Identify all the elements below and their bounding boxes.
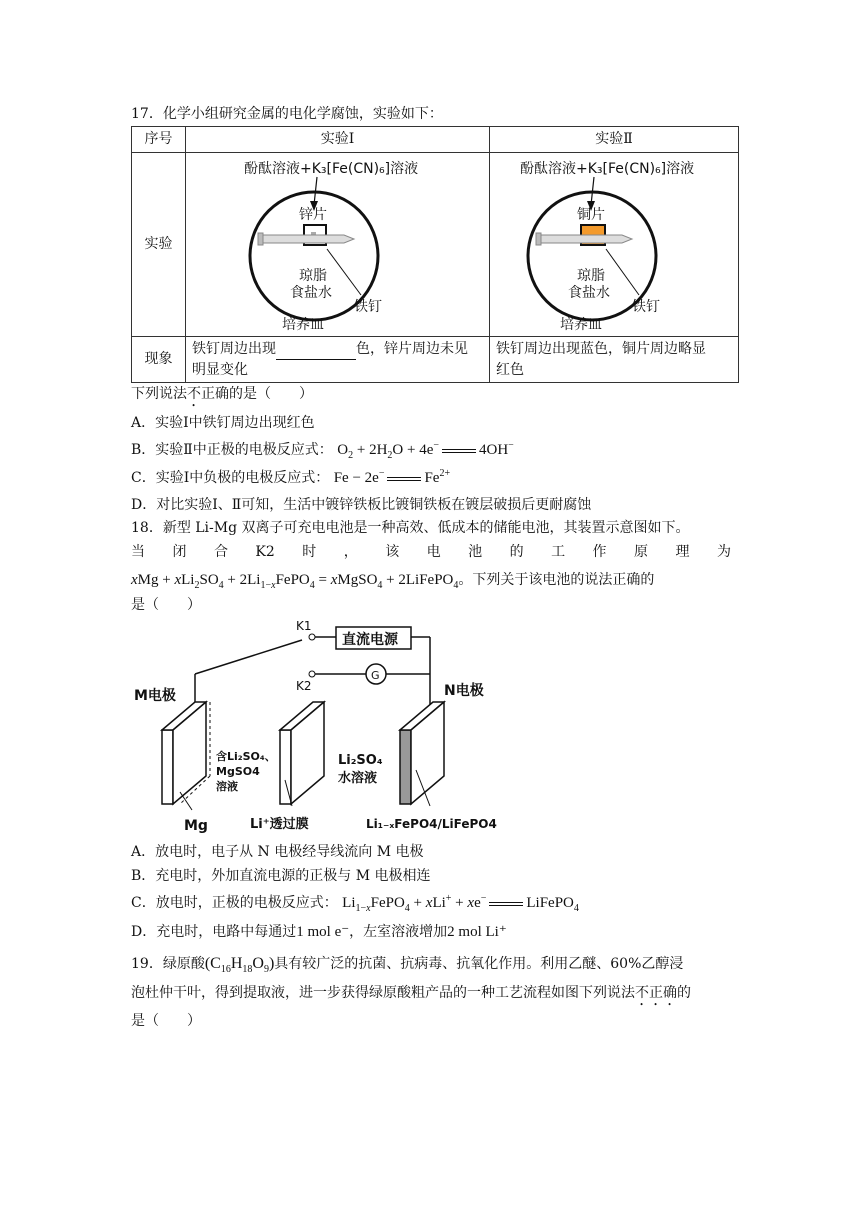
n-electrode-label: N电极 — [444, 683, 484, 699]
membrane-label: Li⁺透过膜 — [250, 817, 309, 832]
q19-line2: 泡杜仲干叶，得到提取液，进一步获得绿原酸粗产品的一种工艺流程如图下列说法不正确的 — [131, 985, 691, 1001]
exp2-top-label: 酚酞溶液+K₃[Fe(CN)₆]溶液 — [520, 161, 695, 177]
row-label-phenomenon: 现象 — [132, 337, 186, 383]
k2-contact — [309, 671, 315, 677]
power-label: 直流电源 — [342, 632, 398, 648]
q18-line3: xMg + $xLi_2SO_4$ + $2Li_{1-x}FePO_4$ = xMgSO$_4$ + 2LiFePO$_4$。下列关于该电池的说法正确的 — [131, 572, 655, 591]
q19-line3: 是（ ） — [131, 1013, 201, 1029]
n-electrode-front — [400, 730, 411, 804]
q18-line2: 当 闭 合 K2 时 ， 该 电 池 的 工 作 原 理 为 — [131, 544, 731, 560]
exp1-dish-label: 培养皿 — [282, 317, 324, 333]
switch-blade — [195, 640, 302, 674]
header-exp1: 实验Ⅰ — [186, 127, 490, 153]
phen2-part-b: 红色 — [496, 361, 524, 378]
q17-stem: 17．化学小组研究金属的电化学腐蚀，实验如下： — [131, 106, 443, 122]
m-electrode-label: M电极 — [134, 688, 176, 704]
exp2-nail-head — [536, 233, 541, 245]
g-label: G — [371, 669, 380, 682]
left-solution-2: MgSO4 — [216, 765, 260, 778]
k1-label: K1 — [296, 620, 312, 633]
exp2-salt-label: 食盐水 — [568, 285, 610, 301]
exp2-plate-label: 铜片 — [577, 207, 605, 223]
exp2-agar-label: 琼脂 — [577, 268, 605, 284]
left-solution-3: 溶液 — [216, 780, 238, 793]
mg-electrode-front — [162, 730, 173, 804]
phen2-part-a: 铁钉周边出现蓝色，铜片周边略显 — [496, 340, 706, 357]
exp2-cell — [490, 153, 739, 337]
phen1-part-a: 铁钉周边出现 — [192, 340, 276, 357]
exp1-phenomenon — [186, 337, 490, 383]
membrane-front — [280, 730, 291, 804]
exp2-diagram — [490, 153, 739, 336]
exp1-agar-label: 琼脂 — [299, 268, 327, 284]
exp2-dish-label: 培养皿 — [560, 317, 602, 333]
q18-option-a: A．放电时，电子从 N 电极经导线流向 M 电极 — [131, 844, 424, 860]
exp2-phenomenon — [490, 337, 739, 383]
exp1-iron-nail — [262, 235, 354, 243]
exp1-salt-label: 食盐水 — [290, 285, 332, 301]
exp1-top-label: 酚酞溶液+K₃[Fe(CN)₆]溶液 — [244, 161, 419, 177]
left-solution-1: 含Li₂SO₄、 — [216, 750, 276, 763]
q18-option-d: D．充电时，电路中每通过1 mol e⁻，左室溶液增加2 mol Li⁺ — [131, 924, 507, 940]
q18-option-b: B．充电时，外加直流电源的正极与 M 电极相连 — [131, 868, 431, 884]
k1-contact — [309, 634, 315, 640]
exp2-nail-label: 铁钉 — [632, 299, 660, 315]
exp1-nail-pointer — [327, 249, 361, 295]
exp1-nail-label: 铁钉 — [354, 299, 382, 315]
right-solution-2: 水溶液 — [338, 771, 378, 786]
mg-label: Mg — [184, 818, 208, 834]
q19-line1: 19．绿原酸$(C_{16}H_{18}O_9)$具有较广泛的抗菌、抗病毒、抗氧化作用。利用乙醚、60%乙醇浸 — [131, 955, 684, 976]
answer-blank — [276, 345, 356, 360]
battery-reaction-equation: xMg + $xLi_2SO_4$ + $2Li_{1-x}FePO_4$ = xMgSO$_4$ + 2LiFePO$_4$ — [131, 572, 459, 591]
q17-prompt: 下列说法不正确的是（ ） — [131, 386, 313, 402]
exp1-plate-label: 锌片 — [299, 207, 327, 223]
header-index: 序号 — [132, 127, 186, 153]
phen1-part-c: 明显变化 — [192, 361, 248, 378]
exp2-nail-pointer — [606, 249, 639, 295]
phen1-part-b: 色，锌片周边未见 — [356, 340, 468, 357]
q17-option-b: B．实验Ⅱ中正极的电极反应式： $O_2 + 2H_2O + 4e^-$ 4OH− — [131, 440, 514, 461]
k2-label: K2 — [296, 679, 312, 693]
n-material-label: Li₁₋ₓFePO4/LiFePO4 — [366, 817, 497, 831]
exp1-nail-head — [258, 233, 263, 245]
exp1-cell — [186, 153, 490, 337]
header-exp2: 实验Ⅱ — [490, 127, 739, 153]
row-label-experiment: 实验 — [132, 153, 186, 337]
exp1-diagram — [186, 153, 490, 336]
battery-diagram — [120, 620, 530, 838]
mg-pointer — [180, 792, 192, 810]
q18-option-c: C．放电时，正极的电极反应式： $Li_{1-x}FePO_4 + xLi^+ + xe^-$ LiFePO$_4$ — [131, 893, 579, 914]
q18-line4: 是（ ） — [131, 597, 201, 613]
q17-option-d: D．对比实验Ⅰ、Ⅱ可知，生活中镀锌铁板比镀铜铁板在镀层破损后更耐腐蚀 — [131, 497, 592, 513]
q18-line1: 18．新型 Li-Mg 双离子可充电电池是一种高效、低成本的储能电池，其装置示意图如下。 — [131, 520, 690, 536]
exp2-iron-nail — [540, 235, 632, 243]
experiment-table — [131, 126, 739, 383]
q17-option-c: C．实验Ⅰ中负极的电极反应式： Fe − 2e− $Fe^{2+}$ — [131, 468, 451, 486]
right-solution-1: Li₂SO₄ — [338, 753, 383, 768]
q17-option-a: A．实验Ⅰ中铁钉周边出现红色 — [131, 415, 315, 431]
